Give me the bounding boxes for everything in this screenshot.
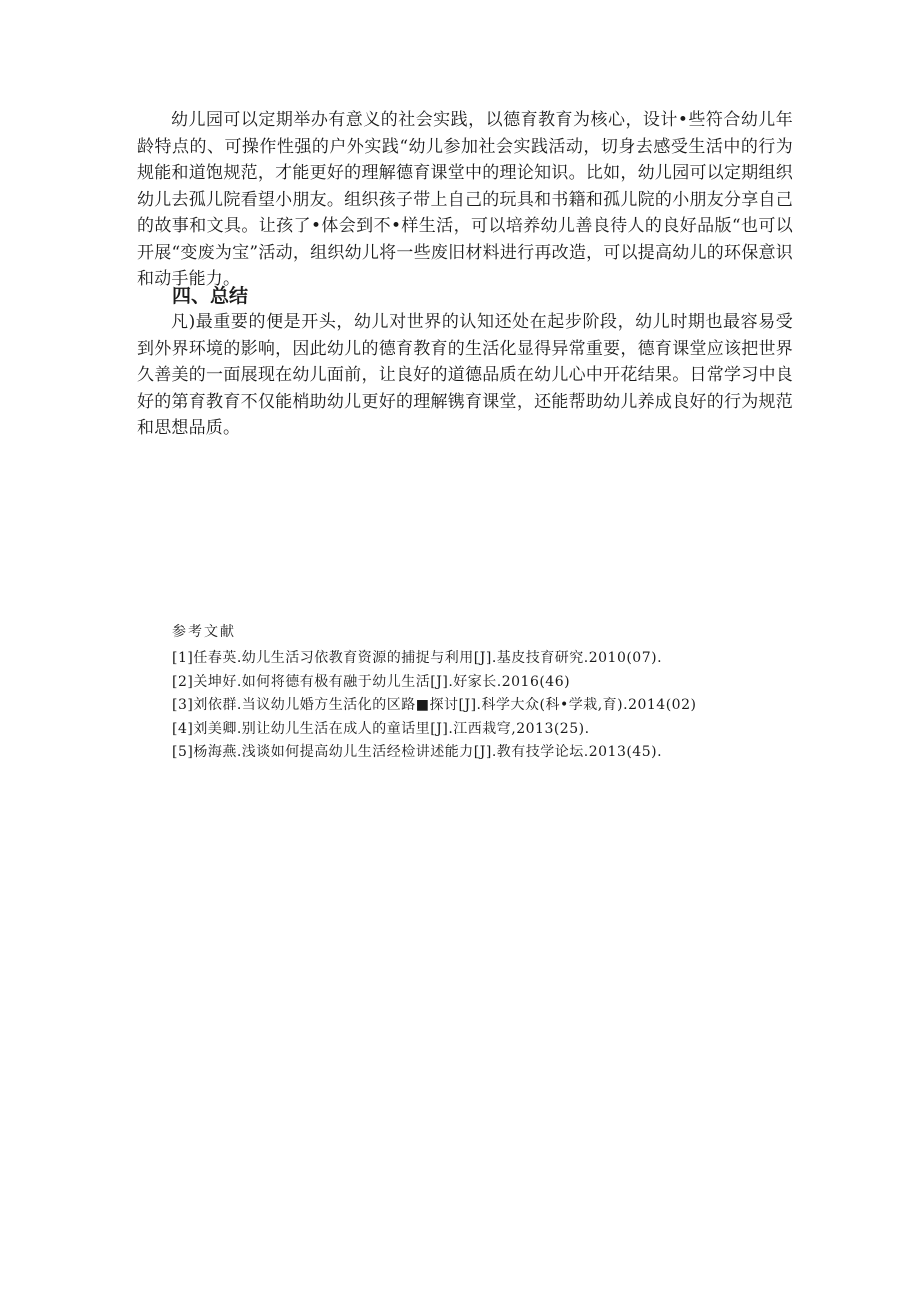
- references-title: 参考文献: [172, 624, 236, 640]
- reference-item: [5]杨海燕.浅谈如何提高幼儿生活经检讲述能力[J].教有技学论坛.2013(45).: [172, 744, 663, 760]
- references-section: [172, 621, 812, 765]
- body-paragraph-social-practice: 幼儿园可以定期举办有意义的社会实践，以德育教育为核心，设计•些符合幼儿年龄特点的、可操作性强的户外实践“幼儿参加社会实践活动，切身去感受生活中的行为规能和道饱规范，才能更好的理解德育课堂中的理论知识。比如，幼儿园可以定期组织幼儿去孤儿院看望小朋友。组织孩子带上自己的玩具和书籍和孤儿院的小朋友分享自己的故事和文具。让孩了•体会到不•样生活，可以培养幼儿善良待人的良好品版“也可以开展“变废为宝”活动，组织幼儿将一些废旧材料进行再改造，可以提高幼儿的环保意识和动手能力。: [137, 110, 793, 289]
- reference-item: [1]任春英.幼儿生活习依教育资源的捕捉与利用[J].基皮技育研究.2010(07).: [172, 650, 663, 666]
- reference-list: [172, 647, 812, 765]
- reference-item: [2]关坤好.如何将德有极有融于幼儿生活[J].好家长.2016(46): [172, 673, 571, 690]
- reference-item: [3]刘依群.当议幼儿婚方生活化的区路■探讨[J].科学大众(科•学栽,育).2014(02): [172, 697, 697, 713]
- body-paragraph-summary: 凡)最重要的便是开头，幼儿对世界的认知还处在起步阶段，幼儿时期也最容易受到外界环境的影响，因此幼儿的德育教育的生活化显得异常重要，德育课堂应该把世界久善美的一面展现在幼儿面前，让良好的道德品质在幼儿心中开花结果。日常学习中良好的第育教育不仅能梢助幼儿更好的理解镌育课堂，还能帮助幼儿养成良好的行为规范和思想品质。: [137, 312, 793, 438]
- section-heading-summary: 四、总结: [172, 285, 249, 307]
- reference-item: [4]刘美卿.别让幼儿生活在成人的童话里[J].江西栽穹,2013(25).: [172, 720, 590, 737]
